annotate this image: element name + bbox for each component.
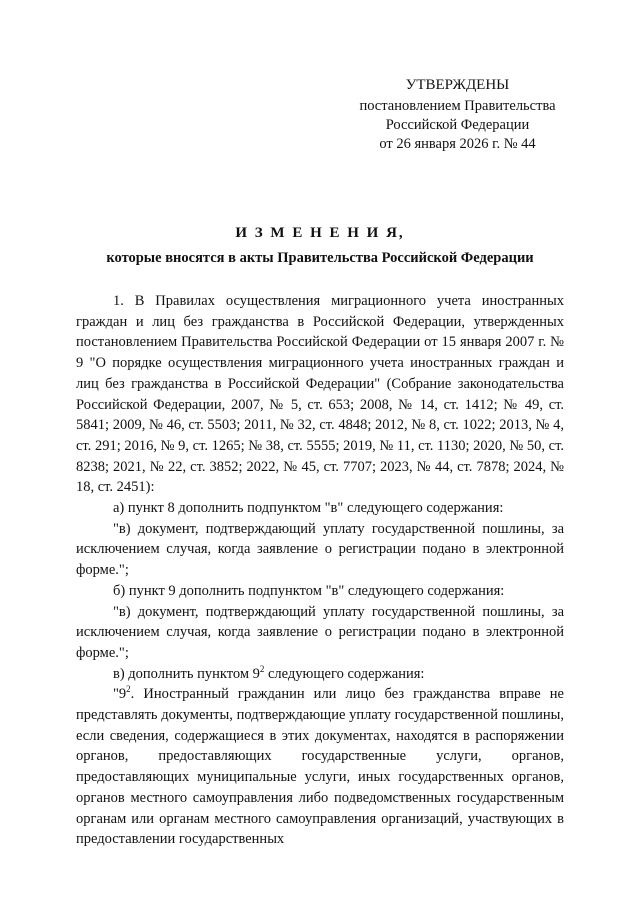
- quote-pre: "9: [113, 686, 127, 703]
- paragraph-a: а) пункт 8 дополнить подпунктом "в" следующего содержания:: [113, 500, 504, 517]
- approval-stamp: [330, 76, 585, 154]
- quote-sup: 2: [126, 684, 131, 695]
- paragraph-c-sup: 2: [259, 663, 265, 674]
- quote-post: . Иностранный гражданин или лицо без гражданства вправе не представлять документы, подтверждающие уплату государственной пошлины, если сведения, содержащиеся в этих документах, находятся в распоряжении органов, предоставляющих государственные услуги, органов, предоставляющих муниципальные услуги, иных государственных органов, органов местного самоуправления либо подведомственных государственным органам или органам местного самоуправления организаций, участвующих в предоставлении государственных: [76, 686, 564, 848]
- approval-line-2: Российской Федерации: [385, 117, 530, 133]
- paragraph-c-pre: в) дополнить пунктом 9: [113, 665, 260, 682]
- paragraph-c: [76, 664, 564, 685]
- paragraph-b-text: "в) документ, подтверждающий уплату государственной пошлины, за исключением случая, когда заявление о регистрации подано в электронной форме.";: [76, 603, 564, 661]
- document-title: [76, 225, 564, 267]
- paragraph-quote: [76, 684, 564, 850]
- paragraph-c-post: следующего содержания:: [264, 665, 425, 682]
- approval-status: УТВЕРЖДЕНЫ: [405, 77, 510, 93]
- approval-line-1: постановлением Правительства: [359, 98, 556, 114]
- title-heading: И З М Е Н Е Н И Я,: [235, 225, 405, 241]
- paragraph-1: 1. В Правилах осуществления миграционного учета иностранных граждан и лиц без гражданства в Российской Федерации, утвержденных постановлением Правительства Российской Федерации от 15 января 2007 г. № 9 "О порядке осуществления миграционного учета иностранных граждан и лиц без гражданства в Российской Федерации" (Собрание законодательства Российской Федерации, 2007, № 5, ст. 653; 2008, № 14, ст. 1412; № 49, ст. 5841; 2009, № 46, ст. 5503; 2011, № 32, ст. 4848; 2012, № 8, ст. 1022; 2013, № 4, ст. 291; 2016, № 9, ст. 1265; № 38, ст. 5555; 2019, № 11, ст. 1130; 2020, № 50, ст. 8238; 2021, № 22, ст. 3852; 2022, № 45, ст. 7707; 2023, № 44, ст. 7878; 2024, № 18, ст. 2451):: [76, 293, 564, 496]
- title-subheading: которые вносятся в акты Правительства Российской Федерации: [106, 250, 534, 266]
- approval-line-3: от 26 января 2026 г. № 44: [379, 136, 536, 152]
- paragraph-b: б) пункт 9 дополнить подпунктом "в" следующего содержания:: [113, 582, 505, 599]
- document-body: [76, 291, 564, 850]
- paragraph-a-text: "в) документ, подтверждающий уплату государственной пошлины, за исключением случая, когда заявление о регистрации подано в электронной форме.";: [76, 520, 564, 579]
